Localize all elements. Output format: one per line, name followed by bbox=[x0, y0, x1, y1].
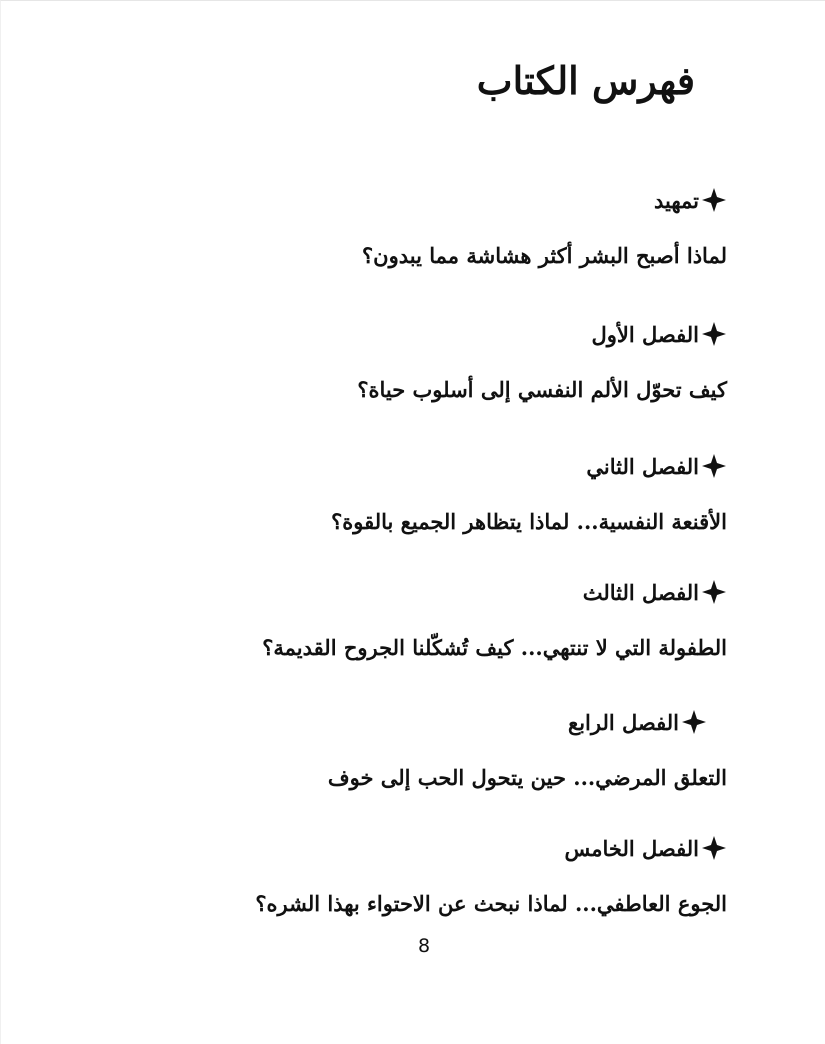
toc-heading bbox=[262, 576, 727, 608]
toc-heading bbox=[357, 318, 727, 350]
page-number: 8 bbox=[418, 935, 431, 957]
toc-heading bbox=[255, 832, 727, 864]
toc-question: كيف تحوّل الألم النفسي إلى أسلوب حياة؟ bbox=[357, 377, 727, 402]
four-point-star-icon bbox=[701, 321, 727, 347]
toc-question: التعلق المرضي... حين يتحول الحب إلى خوف bbox=[327, 765, 727, 790]
toc-question: الطفولة التي لا تنتهي... كيف تُشكّلنا الجروح القديمة؟ bbox=[262, 635, 727, 660]
four-point-star-icon bbox=[681, 709, 707, 735]
toc-heading-label: الفصل الثالث bbox=[582, 579, 699, 605]
four-point-star-icon bbox=[701, 453, 727, 479]
four-point-star-icon bbox=[701, 835, 727, 861]
toc-heading bbox=[331, 450, 727, 482]
toc-heading-label: الفصل الخامس bbox=[564, 835, 699, 861]
toc-heading-label: تمهيد bbox=[653, 187, 699, 213]
page-title: فهرس الكتاب bbox=[476, 58, 695, 103]
four-point-star-icon bbox=[701, 187, 727, 213]
toc-heading-label: الفصل الثاني bbox=[586, 453, 699, 479]
toc-heading bbox=[362, 184, 727, 216]
four-point-star-icon bbox=[701, 579, 727, 605]
toc-entry-preface bbox=[362, 184, 727, 272]
toc-entry-chapter-1 bbox=[357, 318, 727, 406]
toc-entry-chapter-2 bbox=[331, 450, 727, 538]
toc-entry-chapter-3 bbox=[262, 576, 727, 664]
toc-heading bbox=[328, 706, 707, 738]
toc-question: الأقنعة النفسية... لماذا يتظاهر الجميع بالقوة؟ bbox=[331, 509, 727, 534]
toc-question: الجوع العاطفي... لماذا نبحث عن الاحتواء بهذا الشره؟ bbox=[255, 891, 727, 916]
toc-entry-chapter-4 bbox=[328, 706, 727, 794]
toc-heading-label: الفصل الرابع bbox=[568, 709, 679, 735]
toc-entry-chapter-5 bbox=[255, 832, 727, 920]
toc-heading-label: الفصل الأول bbox=[591, 321, 699, 347]
toc-question: لماذا أصبح البشر أكثر هشاشة مما يبدون؟ bbox=[362, 243, 727, 268]
